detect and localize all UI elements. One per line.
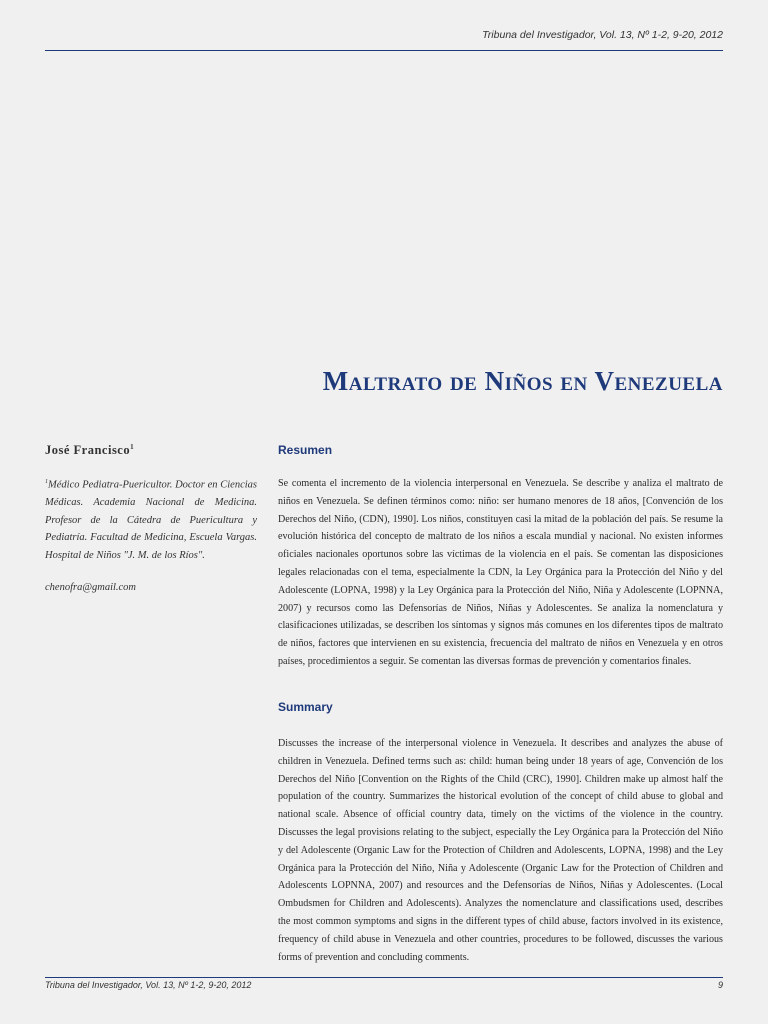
running-footer: Tribuna del Investigador, Vol. 13, Nº 1-2, 9-20, 2012 <box>45 980 252 990</box>
affiliation-footnote-marker: 1 <box>45 479 48 486</box>
author-footnote-marker: 1 <box>130 443 135 451</box>
author-name-text: José Francisco <box>45 443 131 458</box>
article-title: Maltrato de Niños en Venezuela <box>322 366 723 396</box>
page-number: 9 <box>717 980 723 990</box>
author-column <box>45 443 257 593</box>
summary-text: Discusses the increase of the interpersonal violence in Venezuela. It describes and analyzes the abuse of children in Venezuela. Defined terms such as: child: human being under 18 years of age, Convención de los Derechos del Niño [Convention on the Rights of the Child (CRC), 1990]. Children make up almost half the population of the country. Summarizes the historical evolution of the concept of child abuse to global and national scale. Absence of official country data, timely on the victims of the violence in the country. Discusses the legal provisions relating to the subject, especially the Ley Orgánica para la Protección del Niño y del Adolescente (Organic Law for the Protection of Children and Adolescents, LOPNA, 1998) and the Ley Orgánica para la Protección del Niño, Niña y Adolescente (Organic Law for the Protection of Children and Adolescents LOPNNA, 2007) and resources and the Defensorías de Niños, Niñas y Adolescentes. (Local Ombudsmen for Children and Adolescents). Analyzes the nomenclature and classifications used, describes the most common symptoms and signs in the different types of child abuse, factors involved in its existence, frequency of child abuse in Venezuela and other countries, procedures to be followed, discusses the various forms of prevention and concluding comments. <box>278 738 723 963</box>
footer-rule <box>45 977 723 978</box>
author-name <box>45 443 257 458</box>
author-email[interactable]: chenofra@gmail.com <box>45 582 137 594</box>
summary-heading: Summary <box>278 700 333 714</box>
running-header: Tribuna del Investigador, Vol. 13, Nº 1-2, 9-20, 2012 <box>482 29 723 41</box>
resumen-heading: Resumen <box>278 443 333 457</box>
affiliation-text: Médico Pediatra-Puericultor. Doctor en Ciencias Médicas. Academia Nacional de Medicina. Profesor de la Cátedra de Puericultura y Pediatría. Facultad de Medicina, Escuela Vargas. Hospital de Niños "J. M. de los Ríos". <box>45 479 257 561</box>
header-rule <box>45 50 723 51</box>
resumen-text: Se comenta el incremento de la violencia interpersonal en Venezuela. Se describe y analiza el maltrato de niños en Venezuela. Se definen términos como: niño: ser humano menores de 18 años, [Convención de los Derechos del Niño, (CDN), 1990]. Los niños, constituyen casi la mitad de la población del país. Se resume la evolución histórica del concepto de maltrato de los niños a escala mundial y nacional. No existen informes oficiales nacionales oportunos sobre las víctimas de la violencia en el país. Se comentan las disposiciones legales relacionadas con el tema, especialmente la CDN, la Ley Orgánica para la Protección del Niño y del Adolescente (LOPNA, 1998) y la Ley Orgánica para la Protección del Niño, Niña y Adolescente (LOPNNA, 2007) y recursos como las Defensorías de Niños, Niñas y Adolescentes. Se analiza la nomenclatura y clasificaciones utilizadas, se describen los síntomas y signos más comunes en los diferentes tipos de maltrato de niños, factores que intervienen en su existencia, frecuencia del maltrato de niños en Venezuela y en otros países, procedimientos a seguir. Se comentan las diversas formas de prevención y comentarios finales. <box>278 478 723 667</box>
author-affiliation <box>45 474 257 564</box>
